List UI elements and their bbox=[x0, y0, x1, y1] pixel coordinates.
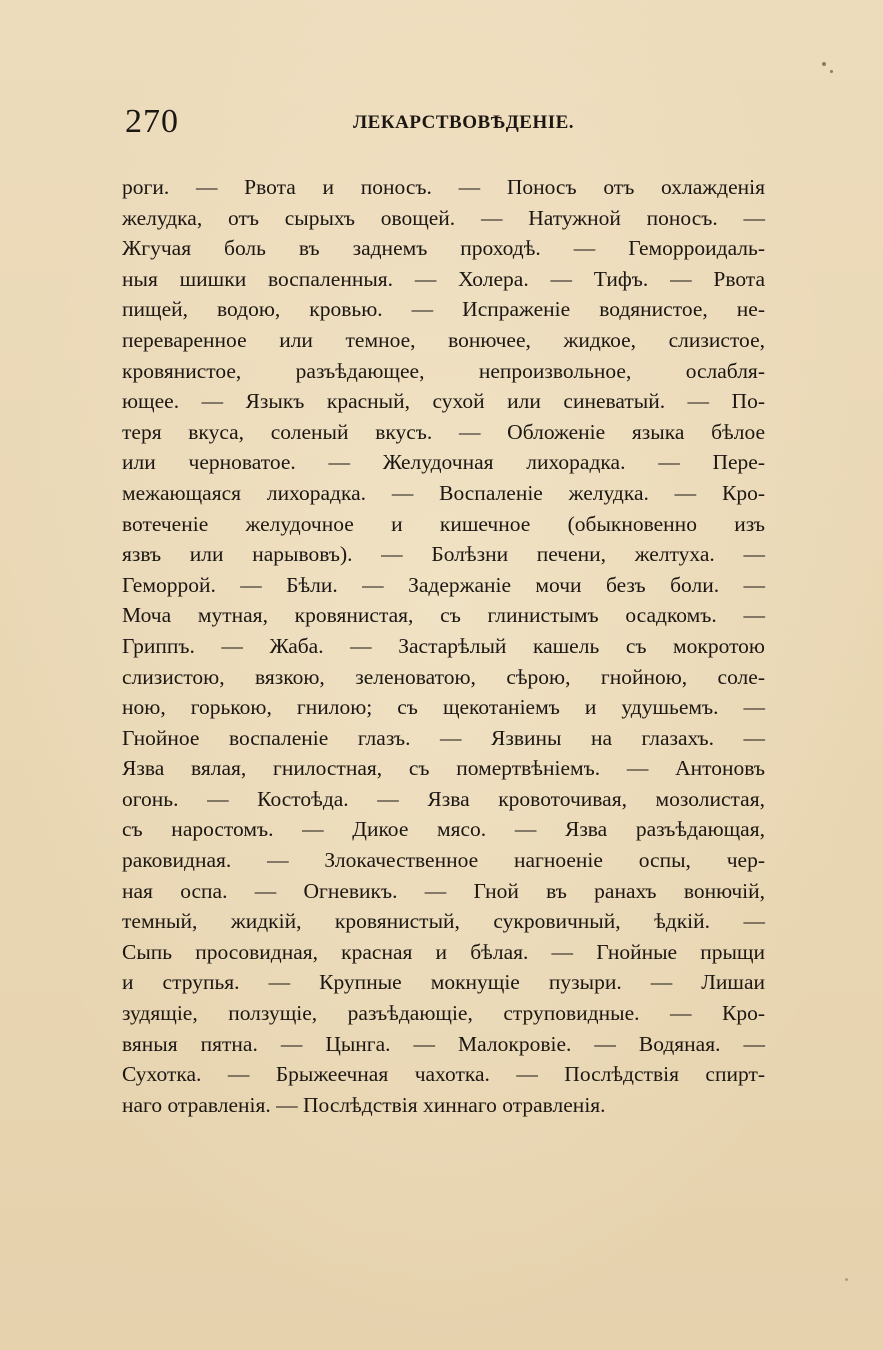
text-line: роги. — Рвота и поносъ. — Поносъ отъ охлажденія bbox=[122, 175, 765, 199]
paper-speck bbox=[830, 70, 833, 73]
text-line: Сыпь просовидная, красная и бѣлая. — Гнойные прыщи bbox=[122, 939, 765, 964]
text-line: наго отравленія. — Послѣдствія хиннаго отравленія. bbox=[122, 1092, 606, 1117]
text-line: раковидная. — Злокачественное нагноеніе оспы, чер- bbox=[122, 848, 765, 873]
text-line: ющее. — Языкъ красный, сухой или синеватый. — По- bbox=[122, 389, 765, 414]
text-line: язвъ или нарывовъ). — Болѣзни печени, желтуха. — bbox=[122, 542, 765, 567]
text-line: темный, жидкій, кровянистый, сукровичный, ѣдкій. — bbox=[122, 909, 765, 934]
page-header bbox=[125, 100, 765, 144]
text-line: ная оспа. — Огневикъ. — Гной въ ранахъ вонючій, bbox=[122, 878, 765, 903]
text-line: ныя шишки воспаленныя. — Холера. — Тифъ. — Рвота bbox=[122, 266, 765, 291]
text-line: вотеченіе желудочное и кишечное (обыкновенно изъ bbox=[122, 511, 765, 536]
text-line: кровянистое, разъѣдающее, непроизвольное, ослабля- bbox=[122, 358, 765, 383]
running-head: ЛЕКАРСТВОВѢДЕНІЕ. bbox=[353, 112, 575, 133]
text-line: Сухотка. — Брыжеечная чахотка. — Послѣдствія спирт- bbox=[122, 1062, 765, 1087]
text-line: или черноватое. — Желудочная лихорадка. — Пере- bbox=[122, 450, 765, 475]
text-line: переваренное или темное, вонючее, жидкое, слизистое, bbox=[122, 327, 765, 352]
text-line: вяныя пятна. — Цынга. — Малокровіе. — Водяная. — bbox=[122, 1031, 765, 1056]
text-line: Язва вялая, гнилостная, съ помертвѣніемъ. — Антоновъ bbox=[122, 756, 765, 781]
text-line: ною, горькою, гнилою; съ щекотаніемъ и удушьемъ. — bbox=[122, 695, 765, 720]
text-line: зудящіе, ползущіе, разъѣдающіе, струповидные. — Кро- bbox=[122, 1001, 765, 1026]
text-line: теря вкуса, соленый вкусъ. — Обложеніе языка бѣлое bbox=[122, 419, 765, 444]
text-line: Моча мутная, кровянистая, съ глинистымъ осадкомъ. — bbox=[122, 603, 765, 628]
body-text bbox=[122, 172, 765, 1120]
text-line: огонь. — Костоѣда. — Язва кровоточивая, мозолистая, bbox=[122, 786, 765, 811]
text-line: желудка, отъ сырыхъ овощей. — Натужной поносъ. — bbox=[122, 205, 765, 230]
text-line: и струпья. — Крупные мокнущіе пузыри. — Лишаи bbox=[122, 970, 765, 995]
text-line: съ наростомъ. — Дикое мясо. — Язва разъѣдающая, bbox=[122, 817, 765, 842]
page-number: 270 bbox=[125, 103, 179, 140]
text-line: Гнойное воспаленіе глазъ. — Язвины на глазахъ. — bbox=[122, 725, 765, 750]
text-line: Жгучая боль въ заднемъ проходѣ. — Геморроидаль- bbox=[122, 236, 765, 261]
paper-speck bbox=[845, 1278, 848, 1281]
paper-speck bbox=[822, 62, 826, 66]
text-line: слизистою, вязкою, зеленоватою, сѣрою, гнойною, соле- bbox=[122, 664, 765, 689]
text-line: межающаяся лихорадка. — Воспаленіе желудка. — Кро- bbox=[122, 480, 765, 505]
text-line: пищей, водою, кровью. — Испраженіе водянистое, не- bbox=[122, 297, 765, 322]
text-line: Геморрой. — Бѣли. — Задержаніе мочи безъ боли. — bbox=[122, 572, 765, 597]
text-line: Гриппъ. — Жаба. — Застарѣлый кашель съ мокротою bbox=[122, 633, 765, 658]
